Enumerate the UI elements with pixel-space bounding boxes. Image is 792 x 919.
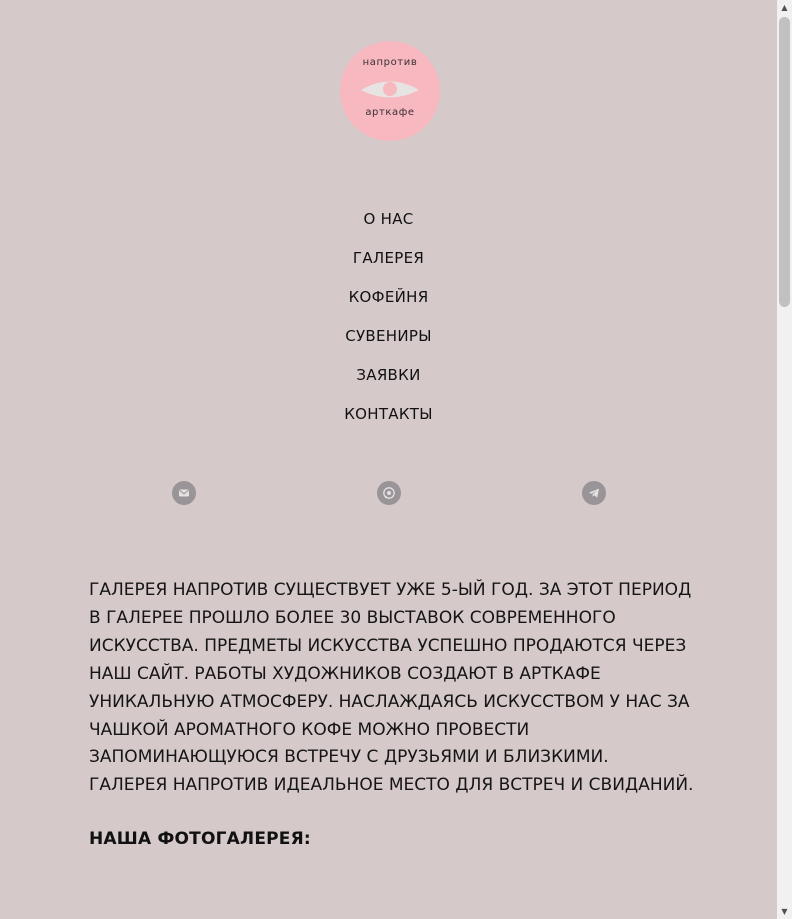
nav-item-gallery[interactable]: ГАЛЕРЕЯ <box>352 249 425 267</box>
main-nav <box>0 209 777 443</box>
nav-item-souvenirs[interactable]: СУВЕНИРЫ <box>345 327 432 345</box>
nav-item-contacts[interactable]: КОНТАКТЫ <box>344 405 433 423</box>
scroll-thumb[interactable] <box>779 17 790 307</box>
about-paragraph-2: ГАЛЕРЕЯ НАПРОТИВ ИДЕАЛЬНОЕ МЕСТО ДЛЯ ВСТРЕЧ И СВИДАНИЙ. <box>89 775 694 796</box>
logo-bottom-text: арткафе <box>365 107 415 118</box>
whatsapp-icon[interactable] <box>377 481 401 505</box>
scroll-up-button[interactable]: ▲ <box>781 3 788 12</box>
about-paragraph-1: ГАЛЕРЕЯ НАПРОТИВ СУЩЕСТВУЕТ УЖЕ 5-ЫЙ ГОД. ЗА ЭТОТ ПЕРИОД В ГАЛЕРЕЕ ПРОШЛО БОЛЕЕ 30 ВЫСТАВОК СОВРЕМЕННОГО ИСКУССТВА. ПРЕДМЕТЫ ИСКУССТВА УСПЕШНО ПРОДАЮТСЯ ЧЕРЕЗ НАШ САЙТ. РАБОТЫ ХУДОЖНИКОВ СОЗДАЮТ В АРТКАФЕ УНИКАЛЬНУЮ АТМОСФЕРУ. НАСЛАЖДАЯСЬ ИСКУССТВОМ У НАС ЗА ЧАШКОЙ АРОМАТНОГО КОФЕ МОЖНО ПРОВЕСТИ ЗАПОМИНАЮЩУЮСЯ ВСТРЕЧУ С ДРУЗЬЯМИ И БЛИЗКИМИ. <box>89 580 692 768</box>
mail-icon[interactable] <box>172 481 196 505</box>
site-logo[interactable] <box>340 41 440 141</box>
eye-icon <box>359 75 421 105</box>
nav-item-about[interactable]: О НАС <box>363 210 414 228</box>
nav-item-coffee-shop[interactable]: КОФЕЙНЯ <box>348 288 429 306</box>
telegram-icon[interactable] <box>582 481 606 505</box>
logo-top-text: напротив <box>362 57 418 68</box>
scroll-down-button[interactable]: ▼ <box>781 907 788 916</box>
page-scrollbar[interactable] <box>777 0 792 919</box>
photo-gallery-heading: НАША ФОТОГАЛЕРЕЯ: <box>89 829 311 849</box>
nav-item-applications[interactable]: ЗАЯВКИ <box>356 366 421 384</box>
about-text <box>89 577 699 800</box>
